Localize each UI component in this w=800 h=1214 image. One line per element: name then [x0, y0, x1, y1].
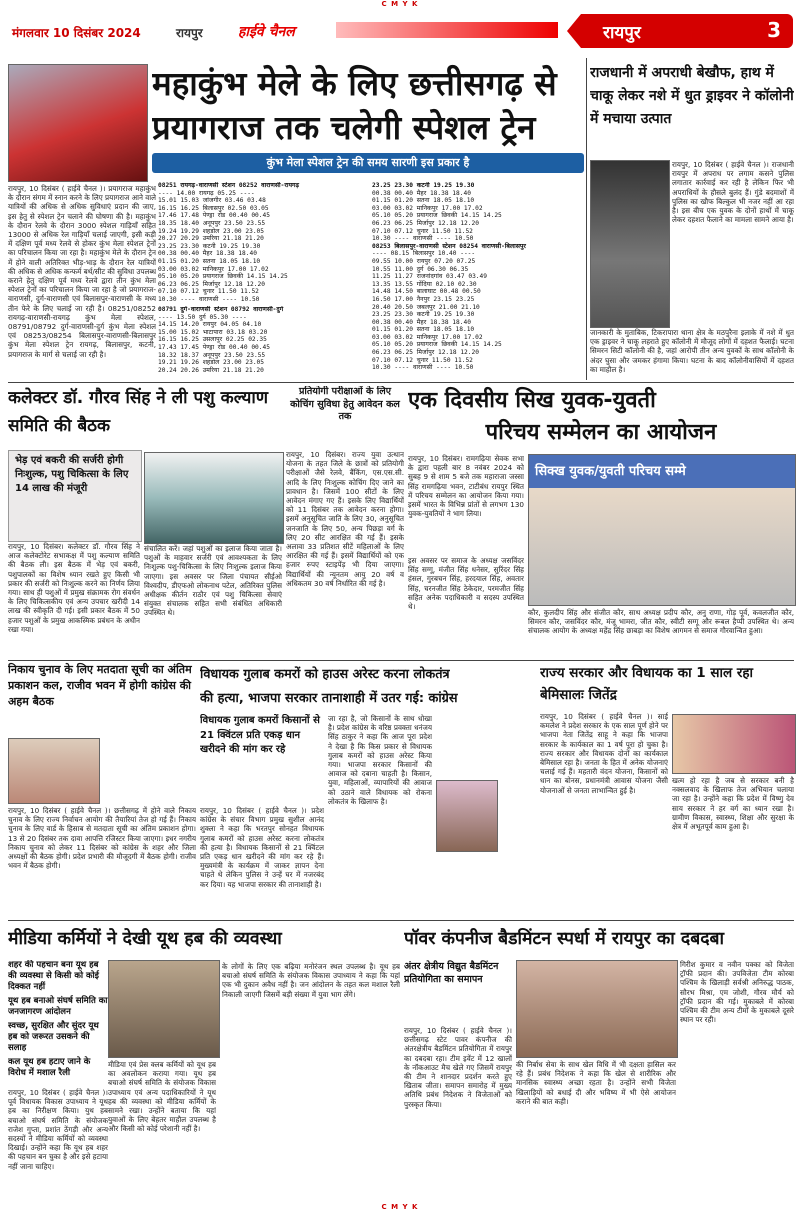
nikay-body: रायपुर, 10 दिसंबर ( हाईवे चैनल )। छत्तीसगढ़ में होने वाले निकाय चुनाव के लिए राज्य निर्वाचन आयोग की तैयारियां तेज हो गई हैं। निकाय चुनाव के लिए वार्ड के हिसाब से मतदाता सूची का अंतिम प्रकाशन होगा। 13 से 20 दिसंबर तक दावा आपत्ति रजिस्टर किया जाएगा। इधर नगरीय निकाय चुनाव को लेकर 11 दिसंबर को कांग्रेस के शहर और जिला अध्यक्षों की बैठक होगी। प्रदेश प्रभारी की मौजूदगी में बैठक होगी। राजीव भवन में बैठक होगी।: [8, 806, 196, 871]
cmyk-marker-bottom: C M Y K: [381, 1203, 419, 1211]
schedule-row: 13.35 13.55 गोंदिया 02.10 02.30: [372, 280, 477, 288]
schedule-row: ---- 08.15 बिलासपुर 10.40 ----: [372, 250, 476, 258]
schedule-row: 19.24 19.29 शहडोल 23.00 23.05: [158, 227, 265, 235]
schedule-row: 03.00 03.02 मानिकपुर 17.00 17.02: [372, 204, 483, 212]
schedule-row: 00.38 00.40 मैहर 18.38 18.40: [158, 250, 257, 258]
schedule-row: 05.10 05.20 प्रयागराज छिवकी 14.15 14.25: [372, 212, 502, 220]
politician-photo: [436, 780, 498, 852]
sikh-headline-line2: परिचय सम्मेलन का आयोजन: [485, 420, 717, 445]
schedule-row: 17.43 17.45 पेण्ड्रा रोड 00.40 00.45: [158, 343, 270, 351]
sikh-banner-text: सिक्ख युवक/युवती परिचय सम्मे: [535, 464, 686, 479]
schedule-row: 11.25 11.27 राजनांदगांव 03.47 03.49: [372, 273, 487, 281]
collector-subhead-box: [8, 450, 142, 542]
schedule-row: 23.25 23.30 कटनी 19.25 19.30: [158, 242, 261, 250]
train-photo: [8, 64, 148, 182]
vidhayak-body: रायपुर, 10 दिसंबर ( हाईवे चैनल )। प्रदेश कांग्रेस के संचार विभाग प्रमुख सुशील आनंद शुक्ला ने कहा कि भरतपुर सोनहत विधायक गुलाब कमरों को हाउस अरेस्ट करना लोकतंत्र की हत्या है। विधायक किसानों से 21 क्विंटल प्रति एकड़ धान खरीदने की मांग कर रहे हैं। मुख्यमंत्री के कार्यक्रम में जाकर ज्ञापन देना चाहते थे लेकिन पुलिस ने उन्हें घर में नजरबंद कर दिया। यह भाजपा सरकार की तानाशाही है।: [200, 806, 324, 889]
right-top-body: रायपुर, 10 दिसंबर ( हाईवे चैनल )। राजधानी रायपुर में अपराध पर लगाम कसने पुलिस लगातार कार्रवाई कर रही है लेकिन फिर भी अपराधियों के हौसले बुलंद हैं। गुंडे बदमाशों में पुलिस का खौफ बिल्कुल भी नजर नहीं आ रहा है। इस बीच एक युवक के दोनों हाथों में चाकू लेकर दहशत फैलाने का मामला सामने आया है।: [672, 160, 794, 225]
issue-date: मंगलवार 10 दिसंबर 2024: [12, 26, 141, 40]
collector-body-2: संचालित करें। जहां पशुओं का इलाज किया जाता है। पशुओं के माहवार सर्जरी एवं आवश्यकता के लिए निःशुल्क पशु-चिकित्सा के लिए निःशुल्क इलाज किया जाएगा। इस अवसर पर जिला पंचायत सीईओ विश्वदीप, डीएफओ लोकनाथ पटेल, अतिरिक्त पुलिस अधीक्षक कीर्तन राठौर एवं पशु चिकित्सा सेवाएं संयुक्त संचालक सहित सभी संबंधित अधिकारी उपस्थित थे।: [144, 544, 282, 618]
media-body-3: के लोगों के लिए एक बढ़िया मनोरंजन स्थल उपलब्ध है। यूथ हब बचाओ संघर्ष समिति के संयोजक विकास उपाध्याय ने कहा कि यहां एक भी दुकान अवैध नहीं है। जन आंदोलन के तहत कल मशाल रैली निकाली जाएगी जिसमें बड़ी संख्या में युवा भाग लेंगे।: [222, 962, 400, 999]
schedule-col1-top: [158, 182, 368, 306]
rajya-headline: राज्य सरकार और विधायक का 1 साल रहा बेमिसालः जितेंद्र: [540, 665, 754, 703]
collector-headline: कलेक्टर डॉ. गौरव सिंह ने ली पशु कल्याण समिति की बैठक: [8, 388, 269, 436]
sikh-event-photo: [528, 454, 796, 606]
schedule-row: 07.10 07.12 चुनार 11.50 11.52: [372, 356, 473, 364]
cmyk-marker-top: C M Y K: [381, 0, 419, 8]
schedule-row: ---- 13.50 दुर्ग 05.30 ----: [158, 313, 247, 321]
schedule-row: 08791 दुर्ग-वाराणसी स्टेशन 08792 वाराणसी-दुर्ग: [158, 306, 284, 313]
schedule-row: 06.23 06.25 मिर्जापुर 12.18 12.20: [372, 219, 479, 227]
schedule-row: ---- 14.00 रायगढ़ 05.25 ----: [158, 189, 255, 197]
horizontal-rule-1: [8, 382, 794, 383]
collector-subhead: भेड़ एवं बकरी की सर्जरी होगी निःशुल्क, पशु चिकित्सा के लिए 14 लाख की मंजूरी: [15, 455, 129, 494]
schedule-row: 15.00 15.02 भाटापारा 03.18 03.20: [158, 328, 268, 336]
schedule-row: 20.40 20.50 जबलपुर 21.00 21.10: [372, 303, 480, 311]
schedule-row: 14.48 14.50 बालाघाट 00.48 00.50: [372, 288, 481, 296]
badminton-body: रायपुर, 10 दिसंबर ( हाईवे चैनल )। छत्तीसगढ़ स्टेट पावर कंपनीज की अंतरक्षेत्रीय बैडमिंटन प्रतियोगिता में रायपुर का दबदबा रहा। टीम इवेंट में 12 खालों के नॉकआउट मैच खेले गए जिसमें रायपुर की टीम ने शानदार प्रदर्शन करते हुए खिताब जीता। समापन समारोह में मुख्य अतिथि प्रबंध निदेशक ने विजेताओं को पुरस्कृत किया।: [404, 1026, 512, 1109]
lead-schedule-band-text: कुंभ मेला स्पेशल ट्रेन की समय सारणी इस प्रकार है: [266, 156, 470, 169]
schedule-row: 17.46 17.48 पेण्ड्रा रोड 00.40 00.45: [158, 212, 270, 220]
horizontal-rule-3: [8, 920, 794, 921]
media-bullets: [8, 960, 108, 1084]
header-decorative-band: [336, 22, 558, 38]
media-bullet: यूथ हब बनाओ संघर्ष समिति का जनजागरण आंदोलन: [8, 996, 108, 1017]
schedule-row: 07.10 07.12 चुनार 11.50 11.52: [158, 288, 259, 296]
schedule-row: 20.24 20.26 उमरिया 21.18 21.20: [158, 366, 264, 374]
schedule-col1-bottom: [158, 306, 368, 378]
jitendra-photo: [672, 714, 796, 774]
right-top-body-2: जानकारी के मुताबिक, टिकरापारा थाना क्षेत्र के मठपुरैना इलाके में नशे में धुत एक ड्राइवर ने चाकू लहराते हुए कॉलोनी में मौजूद लोगों में दहशत फैलाई। घटना सिमरन सिटी कॉलोनी की है, जहां आरोपी तीन अन्य युवकों के साथ कॉलोनी के अंदर घुसा और जमकर हंगामा किया। घटना के बाद कॉलोनीवासियों में दहशत का माहौल है।: [590, 328, 794, 374]
badminton-body-3: गिरीश कुमार व नवीन पक्का को विजेता ट्रॉफी प्रदान की। उपविजेता टीम कोरबा पश्चिम के खिलाड़ी सर्वश्री अनिरुद्ध पाठक, सौरभ मिश्रा, एम जोशी, गौरव मौर्य को ट्रॉफी प्रदान की गई। मुकाबले में कोरबा पश्चिम की टीम अन्य टीमों के मुकाबले दूसरे स्थान पर रही।: [680, 960, 794, 1025]
collector-meeting-photo: [144, 452, 284, 544]
schedule-row: 10.30 ---- वाराणसी ---- 10.50: [158, 295, 260, 303]
vidhayak-headline-line1: विधायक गुलाब कमरों को हाउस अरेस्ट करना लोकतंत्र: [200, 667, 450, 682]
schedule-row: 01.15 01.20 सतना 18.05 18.10: [158, 257, 261, 265]
sikh-caption: कौर, कुलदीप सिंह और संजीत कौर, साथ अध्यक्ष प्रदीप कौर, अनु राणा, गोड़ पूर्व, कवलजीत कौर, सिमरन कौर, जसविंदर कौर, मंजू भामरा, जीत कौर, स्वीटी सग्गू और रूबल हैप्पी उपस्थित थे। अन्य संचालक आयोग के अध्यक्ष महेंद्र सिंह छाबड़ा का विशेष आगमन से समाज गौरवान्वित हुआ।: [528, 608, 794, 636]
media-bullet: शहर की पहचान बना यूथ हब की व्यवस्था से किसी को कोई दिक्कत नहीं: [8, 960, 99, 992]
schedule-row: 05.10 05.20 प्रयागराज छिवकी 14.15 14.25: [372, 341, 502, 349]
schedule-row: 07.10 07.12 चुनार 11.50 11.52: [372, 227, 473, 235]
schedule-row: 19.21 19.26 शहडोल 23.00 23.05: [158, 359, 265, 367]
sikh-body: रायपुर, 10 दिसंबर। रामगढ़िया सेवक सभा के द्वारा पहली बार 8 नवंबर 2024 को सुबह 9 से शाम 5 बजे तक महाराजा जस्सा सिंह रामगढ़िया भवन, टाटीबंध रायपुर स्थित में परिचय सम्मेलन का आयोजन किया गया। इसमें भारत के विभिन्न प्रांतों से लगभग 130 युवक-युवतियों ने भाग लिया।: [408, 454, 524, 519]
schedule-row: 01.15 01.20 सतना 18.05 18.10: [372, 326, 475, 334]
schedule-row: 23.25 23.30 कटनी 19.25 19.30: [372, 311, 475, 319]
lead-headline-line2: प्रयागराज तक चलेगी स्पेशल ट्रेन: [152, 108, 536, 147]
media-body-2: मीडिया एवं प्रेस क्लब कर्मियों को यूथ हब का अवलोकन कराया गया। यूथ हब बचाओ संघर्ष समिति के संयोजक विकास उपाध्याय एवं अन्य पदाधिकारियों ने यूथ हब की व्यवस्था को मीडिया कर्मियों के सामने रखा। उन्होंने बताया कि यहां युवाओं के लिए बेहतर माहौल उपलब्ध है और किसी को कोई परेशानी नहीं है।: [108, 1060, 216, 1134]
schedule-row: 05.10 05.20 प्रयागराज छिवकी 14.15 14.25: [158, 273, 288, 281]
page-header: [6, 14, 794, 52]
schedule-row: 10.30 ---- वाराणसी ---- 10.50: [372, 364, 474, 372]
section-name: रायपुर: [603, 23, 641, 43]
vidhayak-body-2: जा रहा है, जो किसानों के साथ धोखा है। प्रदेश कांग्रेस के वरिष्ठ प्रवक्ता धनंजय सिंह ठाकुर ने कहा कि आज पूरा प्रदेश ने देखा है कि किस प्रकार से विधायक गुलाब कमरों को हाउस अरेस्ट किया गया। भाजपा सरकार किसानों की आवाज को दबाना चाहती है। किसान, युवा, महिलाओं, व्यापारियों की आवाज को उठाने वाले विधायक को रोकना लोकतंत्र के खिलाफ है।: [328, 714, 432, 806]
header-city: रायपुर: [176, 26, 203, 40]
media-body: रायपुर, 10 दिसंबर ( हाईवे चैनल )। पूर्व विधायक विकास उपाध्याय ने यूथ हब का निरीक्षण किया। युथ हब बचाओ संघर्ष समिति के संयोजक राजेश गुप्ता, प्रशांत ठेंगड़ी और अन्य सदस्यों ने मीडिया कर्मियों को व्यवस्था दिखाई। उन्होंने कहा कि यूथ हब शहर की पहचान बन चुका है और इसे हटाया नहीं जाना चाहिए।: [8, 1088, 108, 1171]
section-tab: [581, 14, 793, 48]
sikh-body-2: इस अवसर पर समाज के अध्यक्ष जसविंदर सिंह सग्गू, मंजीत सिंह धनेसर, सुरिंदर सिंह हंसल, गुरबचन सिंह, हरदयाल सिंह, अवतार सिंह, चरनजीत सिंह ठेकेदार, परमजीत सिंह सहित अनेक पदाधिकारी व सदस्य उपस्थित थे।: [408, 556, 524, 612]
schedule-row: 20.27 20.29 उमरिया 21.18 21.20: [158, 235, 264, 243]
rajya-body-2: खत्म हो रहा है जब से सरकार बनी है नक्सलवाद के खिलाफ तेज अभियान चलाया जा रहा है। उन्होंने कहा कि प्रदेश में विष्णु देव साय सरकार ने हर वर्ग का ध्यान रखा है। ग्रामीण विकास, स्वास्थ्य, शिक्षा और सुरक्षा के क्षेत्र में अभूतपूर्व काम हुआ है।: [672, 776, 794, 832]
column-rule: [586, 58, 587, 380]
badminton-team-photo: [516, 960, 678, 1058]
exam-headline: प्रतियोगी परीक्षाओं के लिए कोचिंग सुविधा हेतु आवेदन कल तक: [290, 386, 400, 422]
schedule-row: 10.55 11.00 दुर्ग 06.30 06.35: [372, 265, 469, 273]
horizontal-rule-2: [8, 660, 794, 661]
schedule-row: 18.35 18.40 अनूपपुर 23.50 23.55: [158, 219, 266, 227]
schedule-row: 16.15 16.25 बिलासपुर 02.50 03.05: [158, 204, 269, 212]
schedule-row: 06.23 06.25 मिर्जापुर 12.18 12.20: [158, 280, 265, 288]
schedule-row: 03.00 03.02 मानिकपुर 17.00 17.02: [158, 265, 269, 273]
schedule-row: 18.32 18.37 अनूपपुर 23.50 23.55: [158, 351, 266, 359]
lead-body: रायपुर, 10 दिसंबर ( हाईवे चैनल )। प्रयागराज महाकुंभ के दौरान संगम में स्नान करने के लिए प्रयागराज आने वाले यात्रियों की अधिक से अधिक सुविधाएं प्रदान की जाए, इस हेतु से स्पेशल ट्रेन चलाने की घोषणा की है। महाकुंभ के दौरान रेलवे के दौरान 3000 स्पेशल गाड़ियाँ सहित 13000 से अधिक रेल गाड़ियाँ चलाई जाएगी, इसी कड़ी में दक्षिण पूर्व मध्य रेलवे से होकर कुंभ मेला स्पेशल ट्रेनों का परिचालन किया जा रहा है। महाकुंभ मेले के दौरान ट्रेन में होने वाली अतिरिक्त भीड़-भाड़ के दौरान रेल यात्रियों की अधिक से अधिक कन्फर्म बर्थ/सीट की सुविधा उपलब्ध कराने हेतु दक्षिण पूर्व मध्य रेलवे द्वारा तीन कुंभ मेला स्पेशल ट्रेनों का परिचालन किया जा रहा है जो प्रयागराज-वाराणसी, दुर्ग-वाराणसी एवं बिलासपुर-वाराणसी के मध्य तीन फेरे के लिए चलाई जा रही है। 08251/08252 रायगढ़-वाराणसी-रायगढ़ कुंभ मेला स्पेशल, 08791/08792 दुर्ग-वाराणसी-दुर्ग कुंभ मेला स्पेशल एवं 08253/08254 बिलासपुर-वाराणसी-बिलासपुर कुंभ मेला स्पेशल ट्रेन रायगढ़, बिलासपुर, कटनी, प्रयागराज के मार्ग से चलाई जा रही है।: [8, 184, 156, 359]
schedule-row: 09.55 10.00 रायपुर 07.20 07.25: [372, 257, 476, 265]
voting-graphic: [8, 738, 100, 804]
schedule-row: 00.38 00.40 मैहर 18.38 18.40: [372, 189, 471, 197]
schedule-row: 16.15 16.25 उसलापुर 02.25 02.35: [158, 336, 267, 344]
schedule-row: 16.50 17.00 नैनपुर 23.15 23.25: [372, 295, 475, 303]
schedule-row: 15.01 15.03 जांजगीर 03.46 03.48: [158, 197, 266, 205]
media-bullet: स्वच्छ, सुरक्षित और सुंदर यूथ हब को जरूरत उसकने की सलाह: [8, 1021, 99, 1053]
schedule-row: 14.15 14.20 रायपुर 04.05 04.10: [158, 321, 262, 329]
media-headline: मीडिया कर्मियों ने देखी यूथ हब की व्यवस्था: [8, 929, 282, 949]
schedule-col2: [372, 182, 584, 378]
vidhayak-subhead: विधायक गुलाब कमरों किसानों से 21 क्विंटल प्रति एकड़ धान खरीदने की मांग कर रहे: [200, 715, 320, 755]
page-number: 3: [767, 18, 781, 42]
media-bullet: कल यूथ हब हटाए जाने के विरोध में मशाल रैली: [8, 1057, 91, 1078]
rajya-body: रायपुर, 10 दिसंबर ( हाईवे चैनल )। साई कमलेश ने प्रदेश सरकार के एक साल पूर्ण होने पर भाजपा नेता जितेंद्र साहू ने कहा कि भाजपा सरकार के कार्यकाल का 1 वर्ष पूरा हो चुका है। राज्य सरकार और विधायक दोनों का कार्यकाल बेमिसाल रहा है। जनता के हित में अनेक योजनाएं चलाई गई हैं। महतारी वंदन योजना, किसानों को धान का बोनस, प्रधानमंत्री आवास योजना जैसी योजनाओं से जनता लाभान्वित हुई है।: [540, 712, 668, 795]
schedule-row: 00.38 00.40 मैहर 18.38 18.40: [372, 318, 471, 326]
crime-photo: [590, 160, 670, 328]
schedule-row: 23.25 23.30 कटनी 19.25 19.30: [372, 182, 475, 189]
badminton-body-2: की निर्बाध सेवा के साथ खेल विधि में भी दक्षता हासिल कर रहे हैं। प्रबंध निदेशक ने कहा कि खेल से शारीरिक और मानसिक स्वास्थ्य अच्छा रहता है। उन्होंने सभी विजेता खिलाड़ियों को बधाई दी और भविष्य में भी ऐसे आयोजन कराने की बात कही।: [516, 1060, 676, 1106]
sikh-headline-line1: एक दिवसीय सिख युवक-युवती: [408, 388, 656, 413]
schedule-row: 03.00 03.02 मानिकपुर 17.00 17.02: [372, 333, 483, 341]
schedule-row: 08251 रायगढ़-वाराणसी स्टेशन 08252 वाराणसी-रायगढ़: [158, 182, 300, 189]
schedule-row: 10.30 ---- वाराणसी ---- 10.50: [372, 235, 474, 243]
nikay-headline: निकाय चुनाव के लिए मतदाता सूची का अंतिम प्रकाशन कल, राजीव भवन में होगी कांग्रेस की अहम बैठक: [8, 663, 192, 708]
schedule-row: 08253 बिलासपुर-वाराणसी स्टेशन 08254 वाराणसी-बिलासपुर: [372, 242, 526, 250]
lead-headline-line1: महाकुंभ मेले के लिए छत्तीसगढ़ से: [152, 64, 557, 103]
collector-body: रायपुर, 10 दिसंबर। कलेक्टर डॉ. गौरव सिंह ने आज कलेक्टोरेट सभाकक्ष में पशु कल्याण समिति की बैठक ली। इस बैठक में भेड़ एवं बकरी, पशुपालकों का विशेष ध्यान रखते हुए किसी भी प्रकार की सर्जरी को निःशुल्क करने का निर्णय लिया गया। साथ ही पशुओं में प्रमुख संक्रामक रोग संवर्धन के लिए चिकित्सकीय एवं अन्य उपचार खरीदी 14 लाख की स्वीकृति दी गई। इसी प्रकार बैठक में 50 हजार पशुओं के प्रमुख आकस्मिक प्रबंधन के अधीन रखा गया।: [8, 542, 140, 634]
right-top-headline: राजधानी में अपराधी बेखौफ, हाथ में चाकू लेकर नशे में धुत ड्राइवर ने कॉलोनी में मचाया उत्पात: [590, 65, 794, 127]
newspaper-brand: हाईवे चैनल: [238, 24, 295, 40]
exam-body: रायपुर, 10 दिसंबर। राज्य युवा उत्थान योजना के तहत जिले के छात्रों को प्रतियोगी परीक्षाओं जैसे रेलवे, बैंकिंग, एस.एस.सी. आदि के लिए निःशुल्क कोचिंग दिए जाने का प्रावधान है। जिसमें 100 सीटों के लिए आवेदन मंगाए गए हैं। इसके लिए विद्यार्थियों को 11 दिसंबर तक आवेदन करना होगा। इसमें अनुसूचित जाति के लिए 30, अनुसूचित जनजाति के लिए 50, अन्य पिछड़ा वर्ग के लिए 20 सीट आरक्षित की गई हैं। इसके अलावा 33 प्रतिशत सीटें महिलाओं के लिए आरक्षित की गई हैं। इसमें विद्यार्थियों को एक हजार रुपए स्टाइपेंड़ भी दिया जाएगा। विद्यार्थियों की न्यूनतम आयु 20 वर्ष व अधिकतम 30 वर्ष निर्धारित की गई है।: [286, 450, 404, 588]
schedule-row: 06.23 06.25 मिर्जापुर 12.18 12.20: [372, 349, 479, 357]
badminton-subhead: अंतर क्षेत्रीय विद्युत बैडमिंटन प्रतियोगिता का समापन: [404, 961, 499, 985]
schedule-row: 01.15 01.20 सतना 18.05 18.10: [372, 197, 475, 205]
vidhayak-headline-line2: की हत्या, भाजपा सरकार तानाशाही में उतर गई: कांग्रेस: [200, 691, 458, 706]
section-tab-arrow: [567, 14, 581, 48]
badminton-headline: पॉवर कंपनीज बैडमिंटन स्पर्धा में रायपुर का दबदबा: [404, 929, 725, 949]
youth-hub-photo: [108, 960, 220, 1058]
lead-schedule-band: [152, 153, 584, 173]
